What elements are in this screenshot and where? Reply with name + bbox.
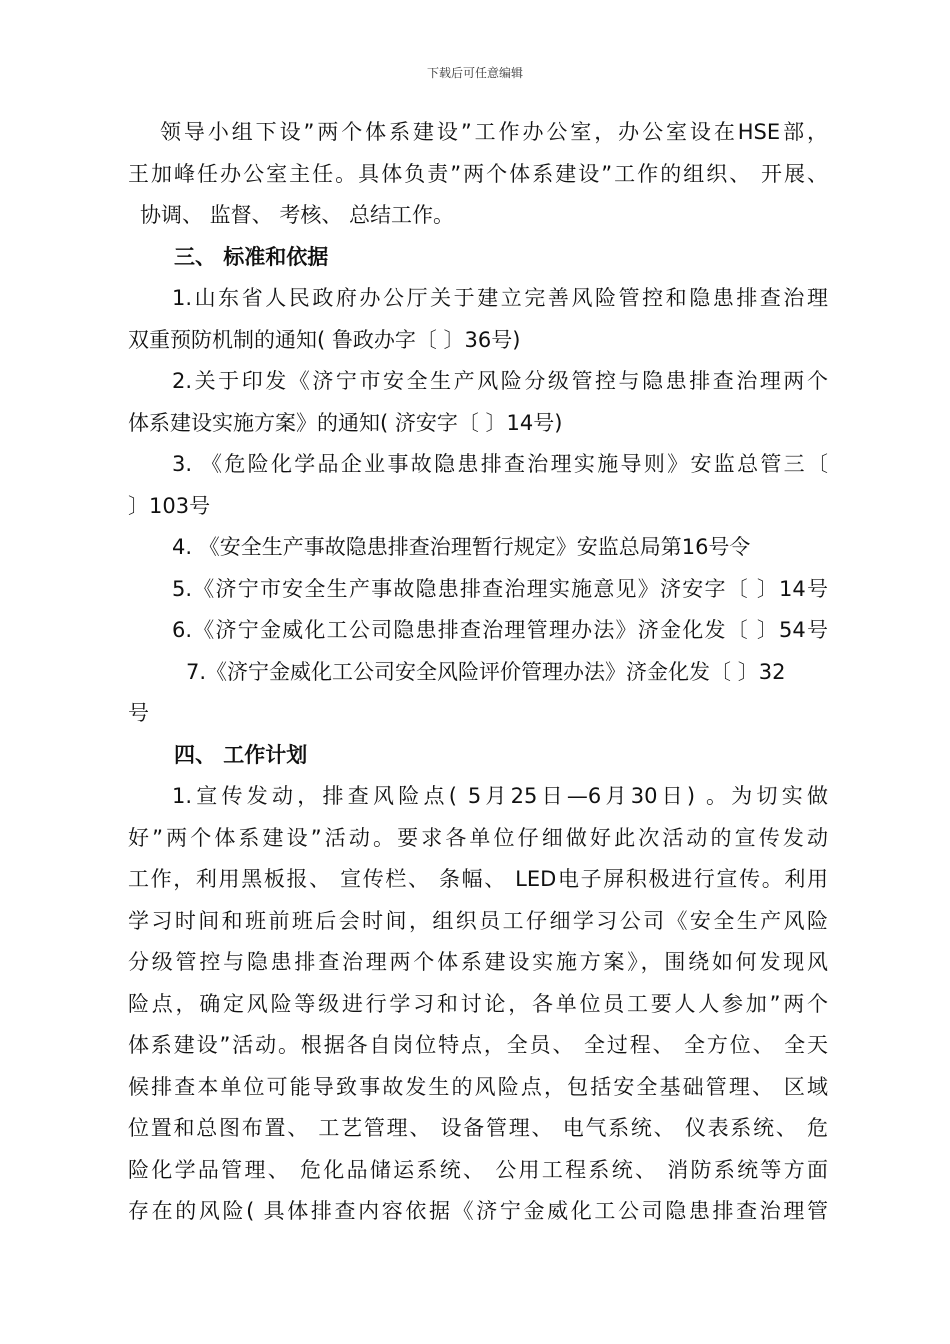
text-line: 分级管控与隐患排查治理两个体系建设实施方案》，围绕如何发现风 [128, 950, 828, 974]
text-line: 7.《济宁金威化工公司安全风险评价管理办法》济金化发〔 〕32 [186, 659, 786, 684]
text-line: 体系建设”活动。根据各自岗位特点，全员、 全过程、 全方位、 全天 [128, 1033, 828, 1057]
text-line: 双重预防机制的通知( 鲁政办字〔 〕36号) [128, 327, 521, 352]
text-line: 险点，确定风险等级进行学习和讨论，各单位员工要人人参加”两个 [128, 991, 828, 1016]
section-heading: 三、 标准和依据 [174, 244, 329, 269]
text-line: 1.山东省人民政府办公厅关于建立完善风险管控和隐患排查治理 [172, 286, 828, 310]
text-line: 1.宣传发动，排查风险点( 5月25日—6月30日) 。为切实做 [172, 784, 828, 808]
text-line: 号 [128, 701, 149, 725]
text-line: 险化学品管理、 危化品储运系统、 公用工程系统、 消防系统等方面 [128, 1157, 828, 1182]
text-line: 5.《济宁市安全生产事故隐患排查治理实施意见》济安字〔 〕14号 [172, 576, 828, 601]
document-body [128, 112, 828, 1233]
text-line: 协调、 监督、 考核、 总结工作。 [140, 203, 455, 227]
text-line: 3. 《危险化学品企业事故隐患排查治理实施导则》安监总管三〔 [172, 452, 828, 476]
text-line: 〕103号 [128, 493, 211, 518]
text-line: 2.关于印发《济宁市安全生产风险分级管控与隐患排查治理两个 [172, 369, 828, 393]
text-line: 领导小组下设”两个体系建设”工作办公室，办公室设在HSE部， [160, 120, 828, 144]
text-line: 体系建设实施方案》的通知( 济安字〔 〕14号) [128, 410, 563, 435]
text-line: 位置和总图布置、 工艺管理、 设备管理、 电气系统、 仪表系统、 危 [128, 1116, 828, 1140]
text-line: 4. 《安全生产事故隐患排查治理暂行规定》安监总局第16号令 [172, 535, 751, 559]
text-line: 学习时间和班前班后会时间，组织员工仔细学习公司《安全生产风险 [128, 908, 828, 933]
text-line: 好”两个体系建设”活动。要求各单位仔细做好此次活动的宣传发动 [128, 825, 828, 850]
text-line: 候排查本单位可能导致事故发生的风险点，包括安全基础管理、 区域 [128, 1074, 828, 1099]
text-line: 存在的风险( 具体排查内容依据《济宁金威化工公司隐患排查治理管 [128, 1199, 828, 1223]
text-line: 王加峰任办公室主任。具体负责”两个体系建设”工作的组织、 开展、 [128, 161, 828, 186]
text-line: 工作，利用黑板报、 宣传栏、 条幅、 LED电子屏积极进行宣传。利用 [128, 867, 828, 891]
page-header-watermark: 下载后可任意编辑 [426, 66, 523, 80]
text-line: 6.《济宁金威化工公司隐患排查治理管理办法》济金化发〔 〕54号 [172, 618, 828, 642]
section-heading: 四、 工作计划 [174, 742, 308, 767]
